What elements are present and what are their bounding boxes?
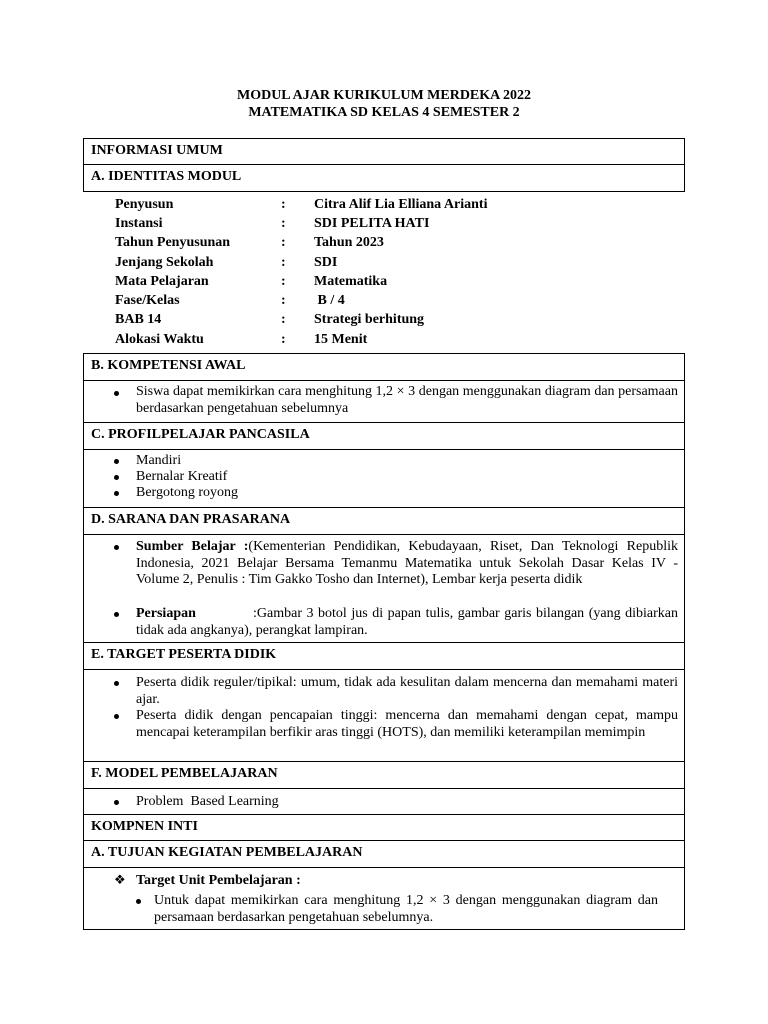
sarana-item (136, 539, 678, 589)
profil-item: Bernalar Kreatif (136, 469, 228, 484)
identity-label: Alokasi Waktu (115, 332, 204, 347)
identity-value: Citra Alif Lia Elliana Arianti (314, 197, 488, 212)
model-item: Problem Based Learning (136, 794, 279, 809)
bullet-icon (114, 681, 119, 686)
sarana-item-text: :Gambar 3 botol jus di papan tulis, gambar garis bilangan (yang dibiarkan tidak ada angkanya), perangkat lampiran. (136, 606, 678, 638)
bullet-icon (114, 714, 119, 719)
identity-colon: : (281, 293, 286, 308)
tujuan-box (83, 867, 685, 930)
section-sarana-prasarana: D. SARANA DAN PRASARANA (83, 507, 685, 535)
identity-colon: : (281, 235, 286, 250)
sarana-item-label: Sumber Belajar : (136, 539, 249, 554)
identity-colon: : (281, 274, 286, 289)
bullet-icon (114, 800, 119, 805)
section-identitas-modul: A. IDENTITAS MODUL (83, 164, 685, 192)
identity-label: Tahun Penyusunan (115, 235, 231, 250)
profil-box (83, 449, 685, 508)
identity-value: B / 4 (314, 293, 345, 308)
sarana-box (83, 534, 685, 643)
document-title-line-2: MATEMATIKA SD KELAS 4 SEMESTER 2 (248, 105, 520, 120)
identity-value: Tahun 2023 (314, 235, 384, 250)
target-box (83, 669, 685, 762)
target-item: Peserta didik dengan pencapaian tinggi: mencerna dan memahami dengan cepat, mampu mencapai keterampilan berfikir aras tinggi (HOTS), dan memiliki keterampilan memimpin (136, 708, 678, 740)
sarana-item-text: (Kementerian Pendidikan, Kebudayaan, Riset, Dan Teknologi Republik Indonesia, 2021 Belajar Bersama Temanmu Matematika untuk Sekolah Dasar Kelas IV - Volume 2, Penulis : Tim Gakko Tosho dan Internet), Lembar kerja peserta didik (136, 539, 679, 587)
target-item: Peserta didik reguler/tipikal: umum, tidak ada kesulitan dalam mencerna dan memahami materi ajar. (136, 675, 678, 707)
profil-item: Mandiri (136, 453, 182, 468)
identity-label: Penyusun (115, 197, 174, 212)
identity-colon: : (281, 312, 286, 327)
sarana-item-label: Persiapan (136, 606, 196, 621)
identity-value: Matematika (314, 274, 388, 289)
section-profil-pelajar: C. PROFILPELAJAR PANCASILA (83, 422, 685, 450)
identity-label: Instansi (115, 216, 163, 231)
identity-row (115, 195, 173, 214)
model-box (83, 788, 685, 815)
kompetensi-box (83, 380, 685, 423)
identity-colon: : (281, 197, 286, 212)
tujuan-item: Untuk dapat memikirkan cara menghitung 1,2 × 3 dengan menggunakan diagram dan persamaan berdasarkan pengetahuan sebelumnya. (154, 893, 658, 925)
identity-colon: : (281, 255, 286, 270)
tujuan-subheading: Target Unit Pembelajaran : (136, 873, 301, 888)
section-tujuan-kegiatan: A. TUJUAN KEGIATAN PEMBELAJARAN (83, 840, 685, 868)
kompetensi-item: Siswa dapat memikirkan cara menghitung 1,2 × 3 dengan menggunakan diagram dan persamaan berdasarkan pengetahuan sebelumnya (136, 384, 678, 416)
profil-item: Bergotong royong (136, 485, 239, 500)
bullet-icon (114, 491, 119, 496)
identity-value: SDI (314, 255, 338, 270)
bullet-icon (136, 899, 141, 904)
identity-label: Fase/Kelas (115, 293, 180, 308)
document-title-line-1: MODUL AJAR KURIKULUM MERDEKA 2022 (236, 88, 531, 103)
section-model-pembelajaran: F. MODEL PEMBELAJARAN (83, 761, 685, 789)
identity-label: Mata Pelajaran (115, 274, 209, 289)
section-komponen-inti: KOMPNEN INTI (83, 814, 685, 841)
bullet-icon (114, 612, 119, 617)
bullet-icon (114, 545, 119, 550)
bullet-icon (114, 391, 119, 396)
section-target-peserta: E. TARGET PESERTA DIDIK (83, 642, 685, 670)
section-kompetensi-awal: B. KOMPETENSI AWAL (83, 353, 685, 381)
sarana-item (136, 606, 678, 639)
identity-label: Jenjang Sekolah (115, 255, 214, 270)
identity-label: BAB 14 (115, 312, 162, 327)
identity-value: Strategi berhitung (314, 312, 425, 327)
identity-colon: : (281, 332, 286, 347)
diamond-bullet-icon: ❖ (114, 872, 126, 887)
section-informasi-umum: INFORMASI UMUM (83, 138, 685, 165)
identity-value: SDI PELITA HATI (314, 216, 430, 231)
identity-value: 15 Menit (314, 332, 368, 347)
identity-colon: : (281, 216, 286, 231)
bullet-icon (114, 475, 119, 480)
bullet-icon (114, 459, 119, 464)
